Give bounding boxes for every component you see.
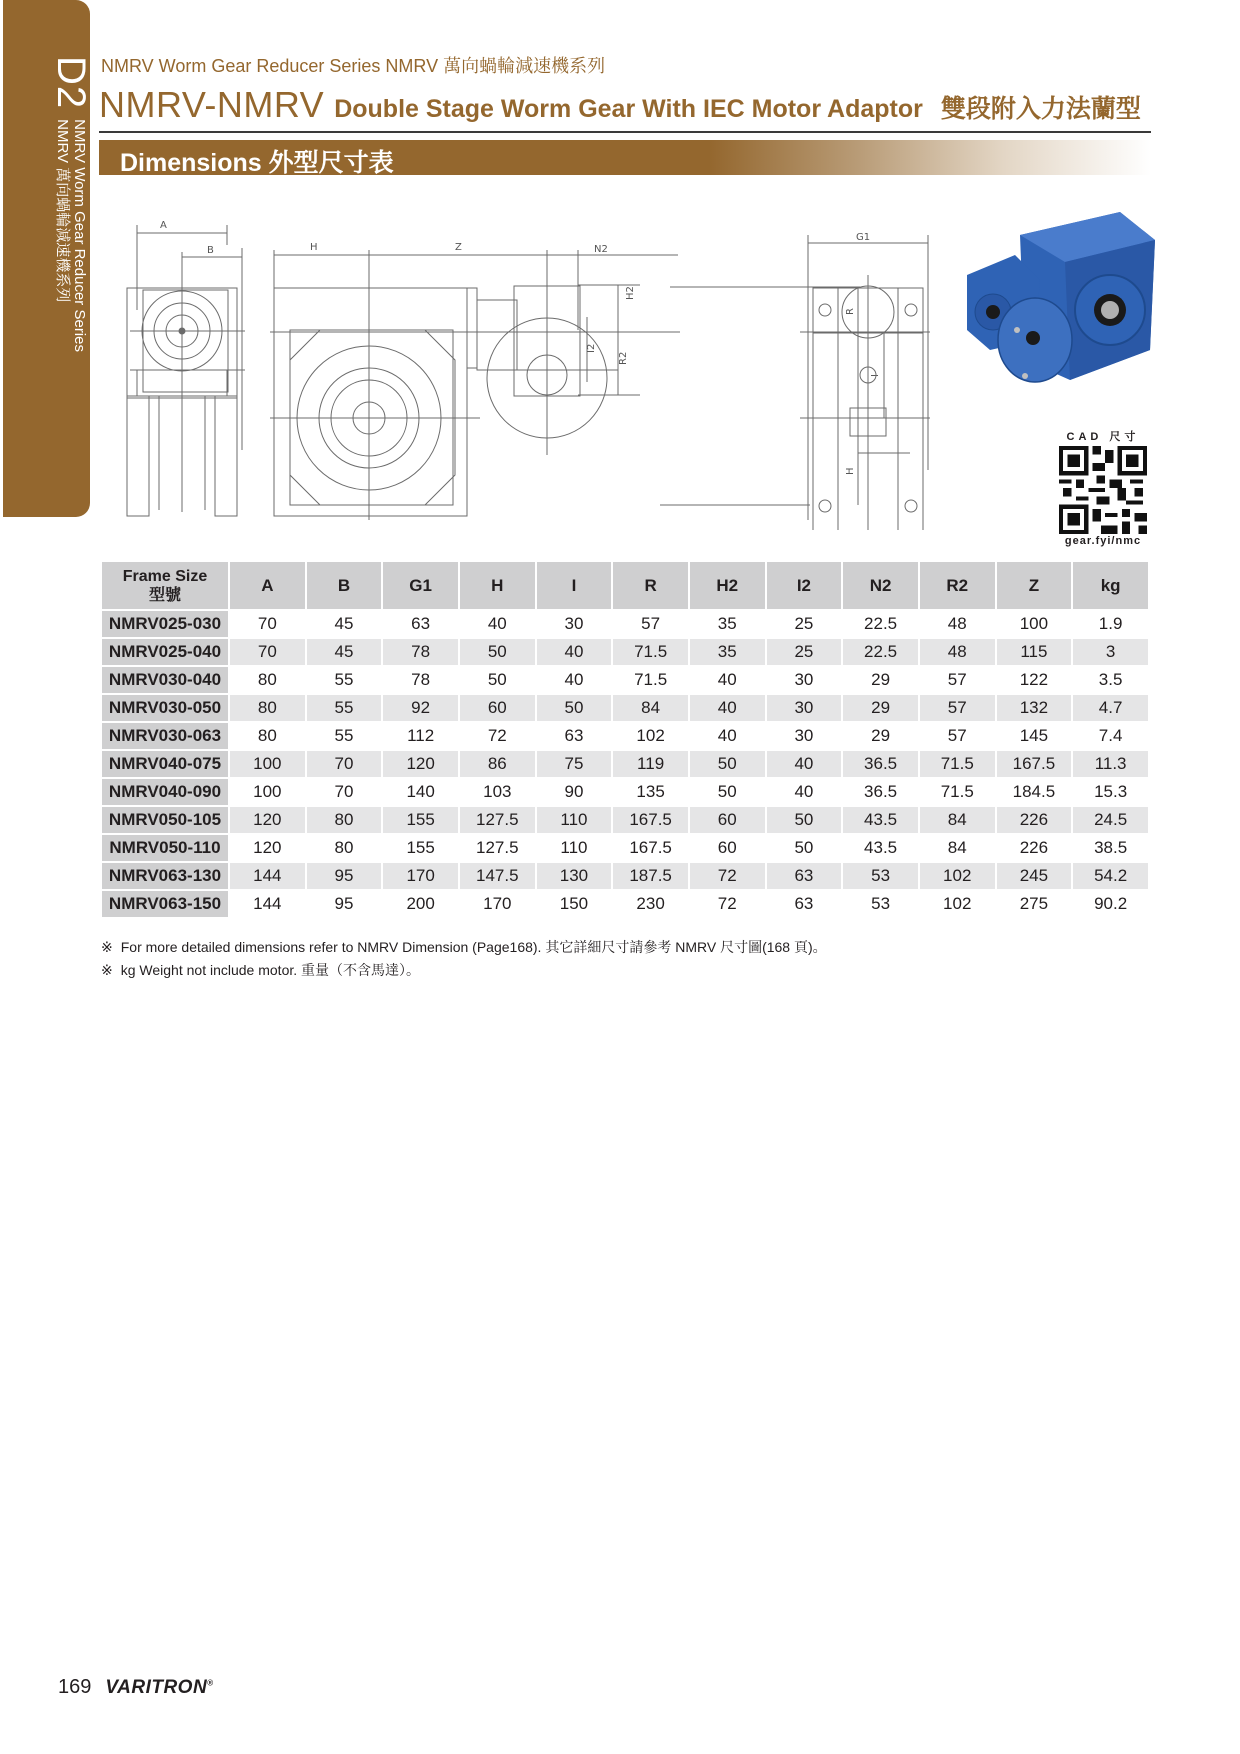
frame-size-cell: NMRV050-105	[102, 807, 228, 833]
dimension-cell: 60	[690, 807, 765, 833]
dimension-cell: 60	[717, 838, 737, 857]
dimension-cell: 70	[334, 782, 354, 801]
dimension-cell: 84	[920, 807, 995, 833]
dimension-cell: 35	[717, 614, 737, 633]
dimension-cell: 120	[230, 807, 305, 833]
dimension-cell: 71.5	[940, 782, 974, 801]
dimension-cell: 45	[334, 614, 354, 633]
dimension-cell: 48	[947, 614, 967, 633]
dimension-cell: 55	[334, 670, 354, 689]
column-header: G1	[383, 562, 458, 609]
dimension-cell: 90	[564, 782, 584, 801]
dimension-cell: 36.5	[864, 782, 898, 801]
table-row	[102, 807, 1148, 833]
dimension-cell: 90.2	[1094, 894, 1128, 913]
table-row	[102, 723, 1148, 749]
dimension-cell: 30	[564, 614, 584, 633]
dimension-cell: 24.5	[1073, 807, 1148, 833]
dimension-cell: 3	[1073, 639, 1148, 665]
dimension-cell: 130	[537, 863, 612, 889]
dimension-cell: 170	[383, 863, 458, 889]
dimension-cell: 29	[871, 670, 891, 689]
dimension-cell: 100	[1019, 614, 1049, 633]
dimension-cell: 120	[253, 838, 282, 857]
dimension-cell: 50	[690, 751, 765, 777]
table-row	[102, 611, 1148, 637]
dimension-cell: 144	[230, 863, 305, 889]
dimension-cell: 115	[997, 639, 1072, 665]
chapter-side-text	[51, 56, 91, 352]
dimension-cell: 63	[411, 614, 431, 633]
page-footer	[58, 1676, 214, 1699]
dimension-cell: 40	[690, 695, 765, 721]
table-row	[102, 863, 1148, 889]
page-title-description: Double Stage Worm Gear With IEC Motor Adaptor	[334, 95, 923, 123]
frame-size-cell: NMRV030-050	[102, 695, 228, 721]
dimension-cell: 226	[1019, 838, 1049, 857]
table-row	[102, 779, 1148, 805]
dimension-cell: 57	[947, 726, 967, 745]
dimension-cell: 100	[230, 751, 305, 777]
dimension-cell: 102	[920, 863, 995, 889]
dimension-cell: 63	[564, 726, 584, 745]
dimension-cell: 40	[537, 639, 612, 665]
column-header: I	[537, 562, 612, 609]
dimension-cell: 50	[767, 807, 842, 833]
dimension-cell: 63	[767, 863, 842, 889]
chapter-title-cn: NMRV 萬向蝸輪減速機系列	[54, 119, 71, 303]
dimension-cell: 145	[1019, 726, 1049, 745]
column-header: H	[460, 562, 535, 609]
dimension-cell: 35	[690, 639, 765, 665]
dimension-cell: 22.5	[864, 614, 898, 633]
table-row	[102, 695, 1148, 721]
dimension-cell: 60	[460, 695, 535, 721]
dimension-cell: 40	[767, 751, 842, 777]
frame-size-cell: NMRV025-030	[102, 611, 228, 637]
dimension-cell: 147.5	[460, 863, 535, 889]
dimension-cell: 50	[794, 838, 814, 857]
column-header: kg	[1073, 562, 1148, 609]
dimension-cell: 84	[613, 695, 688, 721]
dimension-cell: 95	[307, 863, 382, 889]
column-header: R	[613, 562, 688, 609]
table-body	[102, 611, 1148, 917]
dimension-cell: 110	[560, 838, 588, 857]
notes	[101, 936, 827, 982]
dimension-cell: 150	[559, 894, 589, 913]
dimension-cell: 119	[613, 751, 688, 777]
dimension-cell: 50	[717, 782, 737, 801]
end-view-panel	[800, 230, 930, 530]
side-view-drawing	[127, 220, 245, 516]
column-header: N2	[843, 562, 918, 609]
series-subtitle: NMRV Worm Gear Reducer Series NMRV 萬向蝸輪減速機系列	[101, 56, 606, 76]
dimension-cell: 167.5	[613, 807, 688, 833]
svg-text:I: I	[870, 374, 881, 377]
dimension-cell: 40	[717, 670, 737, 689]
svg-text:A: A	[160, 220, 167, 231]
product-image	[955, 200, 1165, 400]
column-header: B	[307, 562, 382, 609]
dimension-cell: 112	[407, 726, 435, 745]
dimension-cell: 57	[920, 695, 995, 721]
svg-text:B: B	[207, 245, 214, 256]
dimension-cell: 48	[920, 639, 995, 665]
dimension-cell: 29	[871, 726, 891, 745]
dimension-cell: 30	[767, 695, 842, 721]
dimension-cell: 25	[767, 639, 842, 665]
dimension-cell: 54.2	[1073, 863, 1148, 889]
dimension-cell: 70	[307, 751, 382, 777]
dimension-cell: 80	[257, 670, 277, 689]
dimension-cell: 200	[406, 894, 435, 913]
dimension-cell: 3.5	[1098, 670, 1123, 689]
dimension-cell: 45	[307, 639, 382, 665]
dimension-cell: 22.5	[843, 639, 918, 665]
frame-size-cell: NMRV030-040	[102, 667, 228, 693]
chapter-code: D2	[49, 56, 93, 110]
dimension-cell: 38.5	[1094, 838, 1128, 857]
dimension-cell: 43.5	[864, 838, 898, 857]
dimension-cell: 71.5	[634, 670, 668, 689]
dimension-cell: 40	[717, 726, 737, 745]
dimension-cell: 170	[483, 894, 512, 913]
svg-text:Z: Z	[455, 242, 462, 253]
dimension-cell: 102	[636, 726, 665, 745]
dimension-cell: 167.5	[997, 751, 1072, 777]
dimension-cell: 184.5	[1012, 782, 1056, 801]
dimension-cell: 135	[636, 782, 665, 801]
dimension-cell: 15.3	[1094, 782, 1128, 801]
dimension-cell: 71.5	[613, 639, 688, 665]
dimension-cell: 36.5	[843, 751, 918, 777]
section-banner	[99, 140, 1151, 175]
front-view-drawing	[270, 242, 680, 520]
dimension-cell: 78	[411, 670, 431, 689]
dimension-cell: 127.5	[476, 838, 519, 857]
table-header-row	[102, 562, 1148, 609]
dimension-cell: 132	[997, 695, 1072, 721]
dimension-cell: 144	[253, 894, 282, 913]
dimension-cell: 43.5	[843, 807, 918, 833]
column-header-frame-size: Frame Size 型號	[102, 562, 228, 609]
dimension-cell: 100	[253, 782, 282, 801]
dimension-cell: 11.3	[1073, 751, 1148, 777]
column-header: R2	[920, 562, 995, 609]
table-row	[102, 639, 1148, 665]
dimension-cell: 155	[383, 807, 458, 833]
dimension-cell: 30	[794, 670, 814, 689]
dimension-cell: 80	[307, 807, 382, 833]
frame-size-cell: NMRV050-110	[102, 835, 228, 861]
dimension-cell: 86	[460, 751, 535, 777]
frame-size-cell: NMRV040-090	[102, 779, 228, 805]
dimension-cell: 7.4	[1098, 726, 1123, 745]
page-number: 169	[58, 1676, 92, 1698]
page-title-cn: 雙段附入力法蘭型	[940, 95, 1141, 123]
dimension-cell: 127.5	[460, 807, 535, 833]
page-title-model: NMRV-NMRV	[99, 84, 325, 125]
dimension-cell: 230	[636, 894, 665, 913]
table-row	[102, 835, 1148, 861]
page-title	[99, 84, 1159, 126]
dimension-cell: 50	[487, 670, 507, 689]
dimension-cell: 70	[257, 614, 277, 633]
dimension-cell: 40	[794, 782, 814, 801]
dimension-cell: 29	[843, 695, 918, 721]
dimension-cell: 155	[406, 838, 435, 857]
column-header: H2	[690, 562, 765, 609]
frame-size-cell: NMRV063-130	[102, 863, 228, 889]
dimension-cell: 110	[537, 807, 612, 833]
dimension-cell: 84	[947, 838, 967, 857]
dimension-cell: 63	[794, 894, 814, 913]
note-item: ※ kg Weight not include motor. 重量（不含馬達）。	[101, 962, 421, 978]
column-header: Z	[997, 562, 1072, 609]
section-title: Dimensions 外型尺寸表	[120, 149, 394, 177]
dimension-cell: 57	[641, 614, 661, 633]
svg-text:R2: R2	[618, 351, 629, 365]
dimension-cell: 78	[383, 639, 458, 665]
dimension-cell: 102	[943, 894, 972, 913]
dimension-cell: 30	[794, 726, 814, 745]
dimension-cell: 72	[717, 894, 737, 913]
dimension-cell: 4.7	[1073, 695, 1148, 721]
dimension-cell: 245	[997, 863, 1072, 889]
dimension-cell: 92	[383, 695, 458, 721]
dimension-cell: 75	[537, 751, 612, 777]
cad-qr-block	[1053, 428, 1153, 547]
dimension-cell: 40	[487, 614, 507, 633]
frame-size-cell: NMRV040-075	[102, 751, 228, 777]
column-header: I2	[767, 562, 842, 609]
dimension-cell: 122	[1019, 670, 1049, 689]
chapter-title-en: NMRV Worm Gear Reducer Series	[71, 119, 88, 352]
frame-size-cell: NMRV030-063	[102, 723, 228, 749]
dimension-cell: 25	[794, 614, 814, 633]
qr-code-icon[interactable]	[1059, 446, 1147, 534]
svg-text:R: R	[845, 308, 856, 315]
brand-logo: VARITRON®	[105, 1677, 214, 1698]
frame-size-cell: NMRV063-150	[102, 891, 228, 917]
note-item: ※ For more detailed dimensions refer to NMRV Dimension (Page168). 其它詳細尺寸請參考 NMRV 尺寸圖(168 頁)。	[101, 939, 827, 955]
svg-text:H2: H2	[625, 286, 636, 300]
dimension-cell: 103	[483, 782, 512, 801]
svg-text:I2: I2	[586, 343, 597, 353]
dimension-cell: 1.9	[1098, 614, 1123, 633]
dimension-cell: 71.5	[920, 751, 995, 777]
chapter-side-tab	[3, 0, 93, 517]
dimension-cell: 80	[257, 726, 277, 745]
dimension-cell: 55	[307, 695, 382, 721]
qr-label: CAD 尺寸	[1066, 431, 1140, 443]
svg-text:H: H	[845, 467, 856, 475]
dimension-cell: 187.5	[613, 863, 688, 889]
dimension-cell: 140	[406, 782, 435, 801]
dimension-cell: 80	[230, 695, 305, 721]
dimension-cell: 53	[843, 863, 918, 889]
svg-text:H: H	[310, 242, 318, 253]
dimension-cell: 95	[334, 894, 354, 913]
dimension-cell: 53	[871, 894, 891, 913]
qr-url[interactable]: gear.fyi/nmc	[1064, 535, 1142, 547]
table-row	[102, 667, 1148, 693]
frame-size-cell: NMRV025-040	[102, 639, 228, 665]
dimension-cell: 72	[690, 863, 765, 889]
dimension-cell: 275	[1019, 894, 1049, 913]
dimension-cell: 120	[383, 751, 458, 777]
table-row	[102, 891, 1148, 917]
dimension-cell: 50	[460, 639, 535, 665]
dimension-cell: 80	[334, 838, 354, 857]
svg-text:G1: G1	[856, 232, 871, 243]
dimension-cell: 57	[947, 670, 967, 689]
dimension-cell: 226	[997, 807, 1072, 833]
title-divider	[99, 131, 1151, 133]
dimension-cell: 167.5	[629, 838, 672, 857]
dimension-cell: 55	[334, 726, 354, 745]
column-header: A	[230, 562, 305, 609]
dimension-cell: 50	[537, 695, 612, 721]
table-row	[102, 751, 1148, 777]
dimension-cell: 40	[564, 670, 584, 689]
dimension-cell: 72	[487, 726, 507, 745]
dimensions-table	[100, 560, 1150, 919]
svg-text:N2: N2	[594, 244, 608, 255]
dimension-cell: 70	[230, 639, 305, 665]
